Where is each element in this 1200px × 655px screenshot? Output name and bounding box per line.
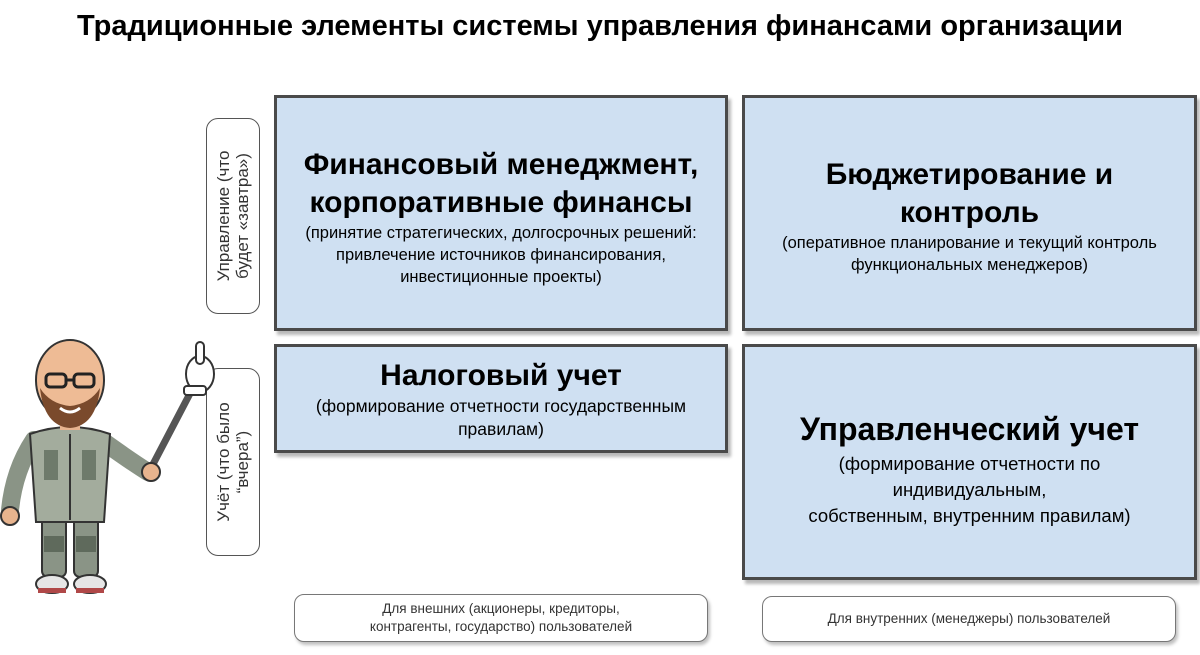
glove-icon bbox=[184, 342, 214, 395]
box-financial-management-sub-3: инвестиционные проекты) bbox=[400, 268, 602, 286]
box-tax-accounting-heading: Налоговый учет bbox=[380, 359, 622, 392]
pill-internal-users bbox=[762, 596, 1176, 642]
box-financial-management-sub-2: привлечение источников финансирования, bbox=[336, 246, 666, 264]
side-label-accounting-text: Учёт (что было “вчера”) bbox=[214, 402, 252, 522]
pill-internal-users-text: Для внутренних (менеджеры) пользователей bbox=[827, 611, 1111, 626]
box-budgeting-heading-1: Бюджетирование и bbox=[825, 158, 1114, 191]
box-financial-management-heading-2: корпоративные финансы bbox=[309, 186, 693, 219]
box-management-accounting bbox=[742, 344, 1197, 580]
box-financial-management-heading-1: Финансовый менеджмент, bbox=[303, 148, 699, 181]
side-label-management bbox=[206, 118, 260, 314]
box-financial-management-sub-1: (принятие стратегических, долгосрочных решений: bbox=[305, 224, 697, 242]
box-management-accounting-sub-3: собственным, внутренним правилам) bbox=[808, 505, 1131, 526]
side-label-management-text: Управление (что будет «завтра») bbox=[214, 150, 252, 282]
box-management-accounting-sub-1: (формирование отчетности по bbox=[838, 453, 1101, 474]
pill-external-users bbox=[294, 594, 708, 642]
box-management-accounting-sub-2: индивидуальным, bbox=[892, 479, 1047, 500]
box-budgeting bbox=[742, 95, 1197, 331]
pill-external-users-line-1: Для внешних (акционеры, кредиторы, bbox=[382, 601, 620, 616]
box-management-accounting-heading: Управленческий учет bbox=[799, 411, 1140, 447]
box-budgeting-sub-2: функциональных менеджеров) bbox=[850, 256, 1089, 274]
box-tax-accounting-sub-1: (формирование отчетности государственным bbox=[315, 396, 687, 416]
box-tax-accounting bbox=[274, 344, 728, 453]
presenter-avatar bbox=[0, 330, 230, 605]
box-budgeting-heading-2: контроль bbox=[899, 196, 1040, 229]
box-tax-accounting-sub-2: правилам) bbox=[458, 419, 544, 439]
diagram-title: Традиционные элементы системы управления финансами организации bbox=[77, 10, 1123, 42]
box-financial-management bbox=[274, 95, 728, 331]
box-budgeting-sub-1: (оперативное планирование и текущий контроль bbox=[782, 234, 1157, 252]
pill-external-users-line-2: контрагенты, государство) пользователей bbox=[369, 619, 633, 634]
